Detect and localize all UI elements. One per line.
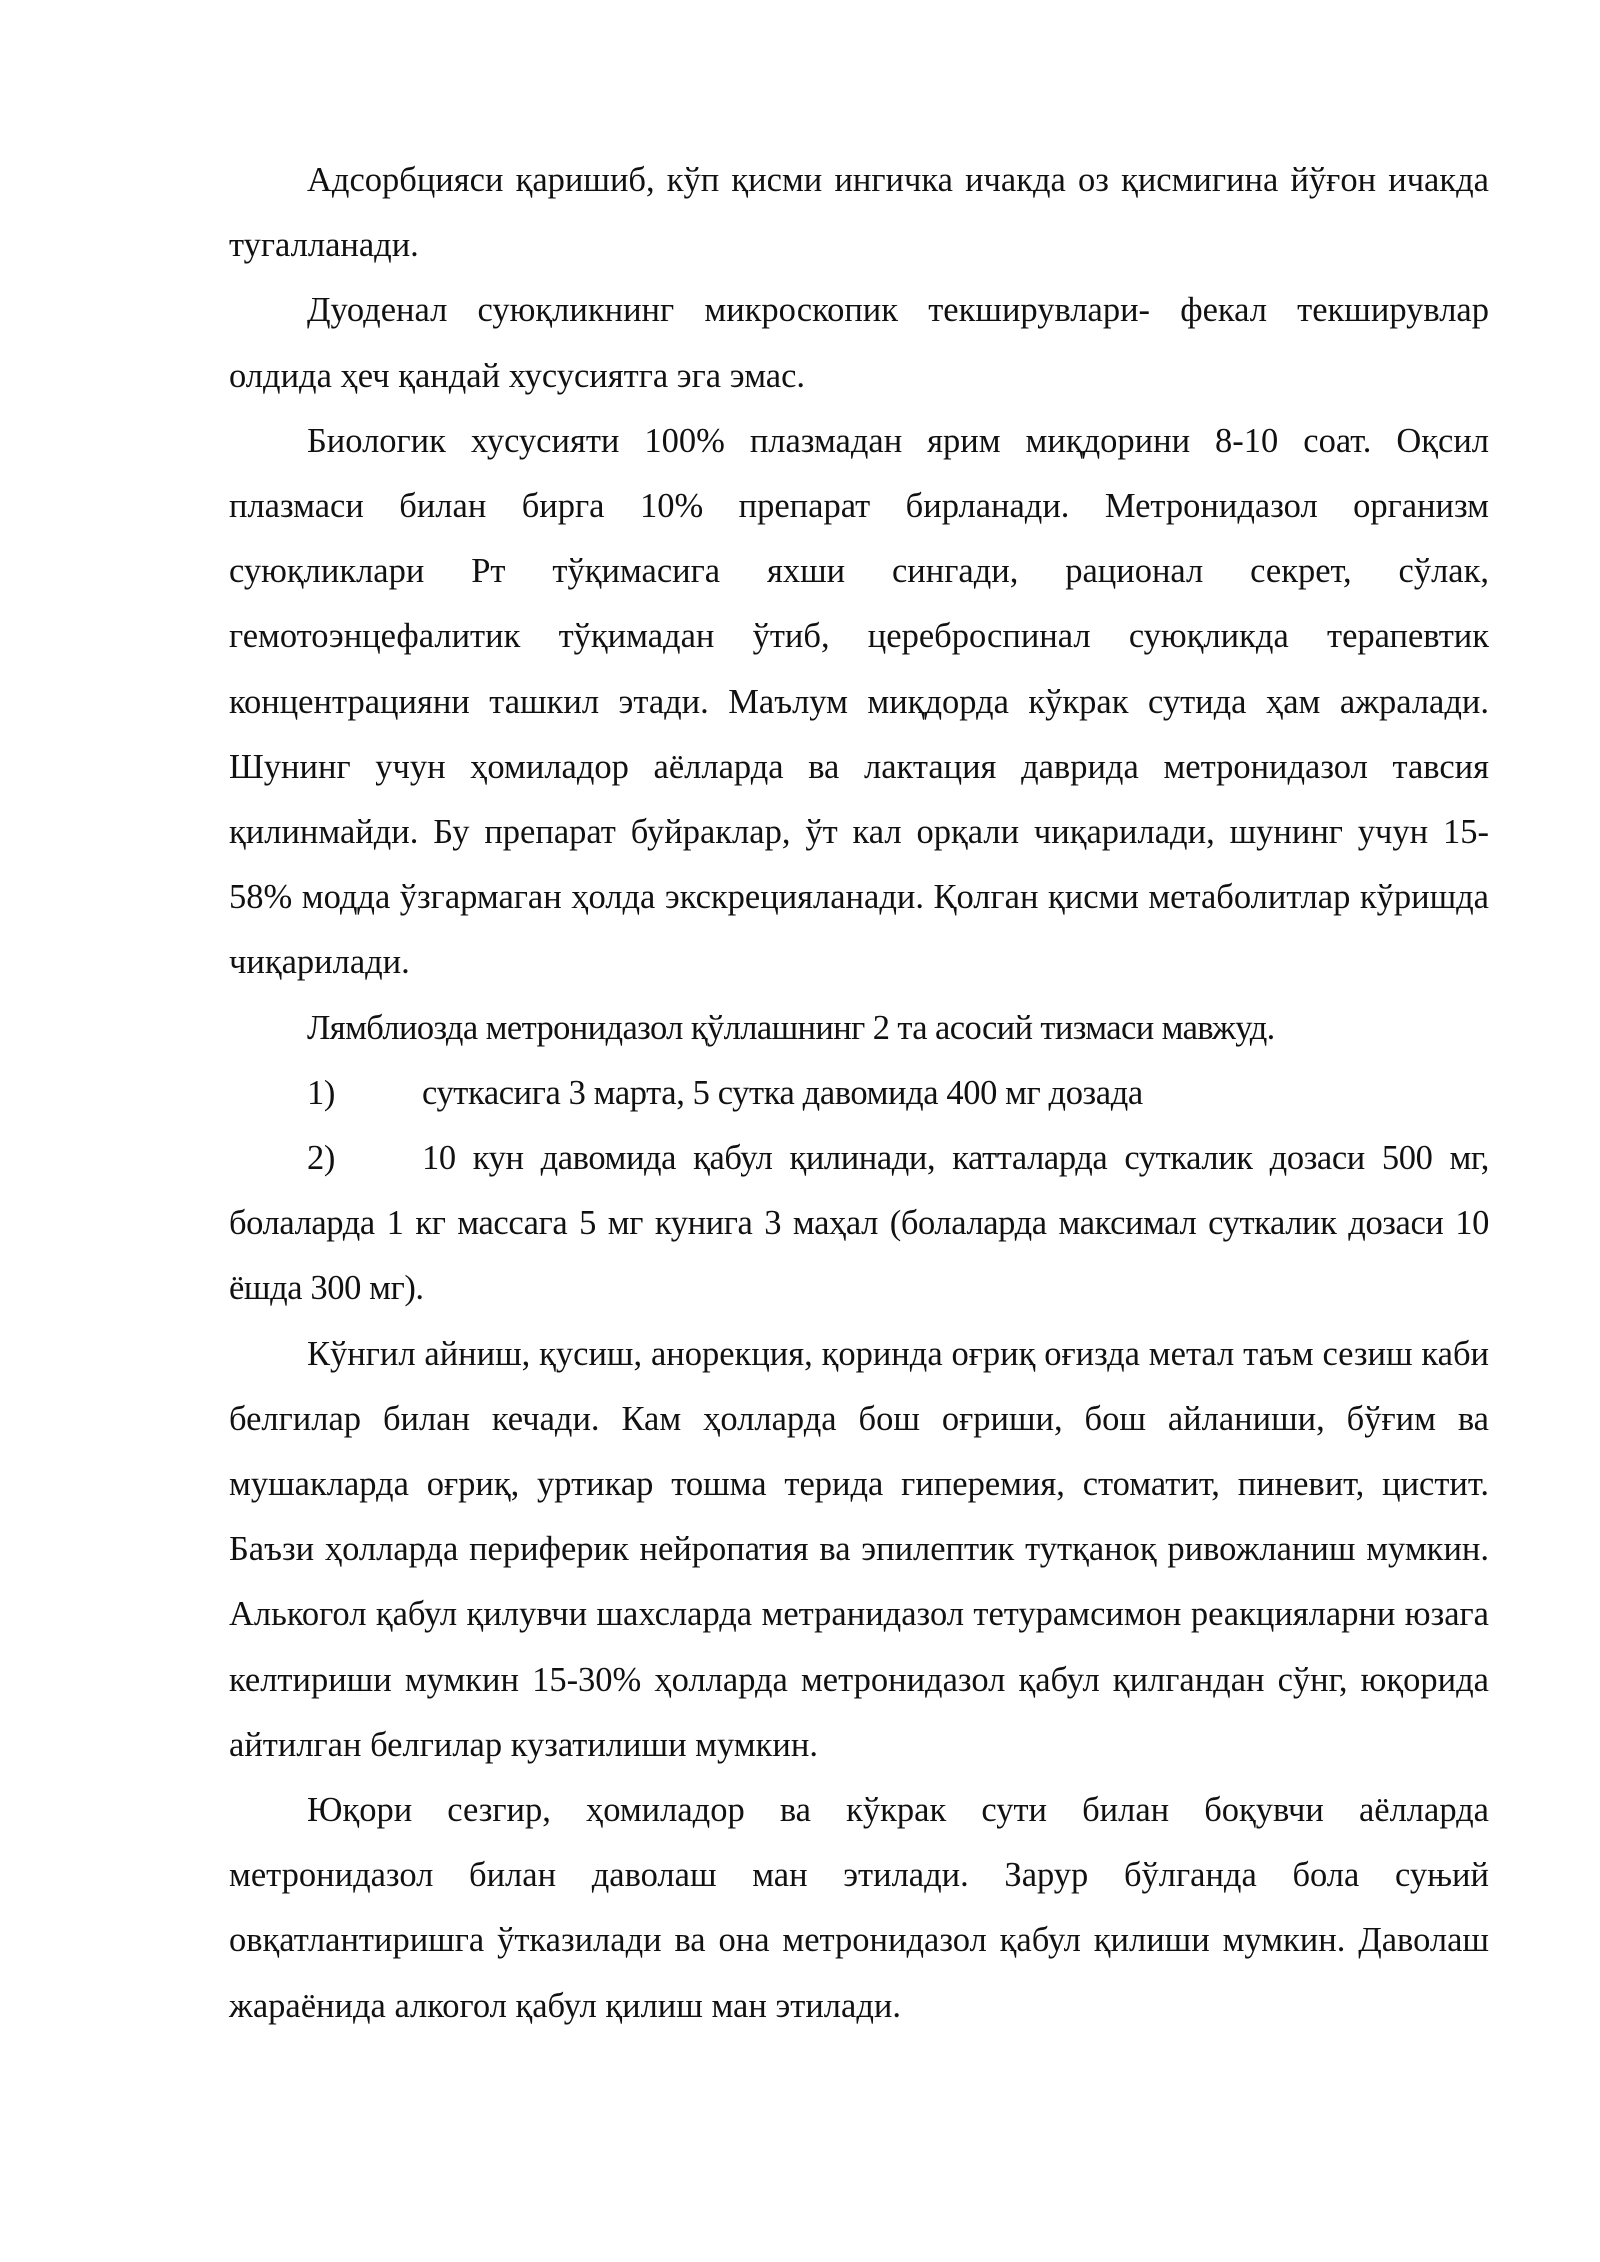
list-number: 2) <box>307 1139 335 1178</box>
list-item-text: суткасига 3 марта, 5 сутка давомида 400 мг дозада <box>422 1073 1143 1112</box>
document-page <box>229 148 1489 2039</box>
list-item-regimen-1 <box>229 1061 1489 1126</box>
paragraph-biological-properties: Биологик хусусияти 100% плазмадан ярим миқдорини 8-10 соат. Оқсил плазмаси билан бирга 10% препарат бирланади. Метронидазол организм суюқликлари Рт тўқимасига яхши сингади, рационал секрет, сўлак, гемотоэнцефалитик тўқимадан ўтиб, цереброспинал суюқликда терапевтик концентрацияни ташкил этади. Маълум миқдорда кўкрак сутида ҳам ажралади. Шунинг учун ҳомиладор аёлларда ва лактация даврида метронидазол тавсия қилинмайди. Бу препарат буйраклар, ўт кал орқали чиқарилади, шунинг учун 15-58% модда ўзгармаган ҳолда экскрецияланади. Қолган қисми метаболитлар кўришда чиқарилади. <box>229 421 1489 982</box>
paragraph-absorption: Адсорбцияси қаришиб, кўп қисми ингичка ичакда оз қисмигина йўғон ичакда тугалланади. <box>229 161 1489 265</box>
list-number: 1) <box>307 1073 335 1112</box>
paragraph-contraindications: Юқори сезгир, ҳомиладор ва кўкрак сути билан боқувчи аёлларда метронидазол билан даволаш ман этилади. Зарур бўлганда бола суњий овқатлантиришга ўтказилади ва она метронидазол қабул қилиши мумкин. Даволаш жараёнида алкогол қабул қилиш ман этилади. <box>229 1791 1489 2025</box>
list-item-text: 10 кун давомида қабул қилинади, катталарда суткалик дозаси 500 мг, болаларда 1 кг массага 5 мг кунига 3 маҳал (болаларда максимал суткалик дозаси 10 ёшда 300 мг). <box>229 1139 1489 1308</box>
paragraph-duodenal-fluid: Дуоденал суюқликнинг микроскопик текширувлари- фекал текширувлар олдида ҳеч қандай хусусиятга эга эмас. <box>229 291 1489 395</box>
list-item-regimen-2 <box>229 1126 1489 1322</box>
paragraph-side-effects: Кўнгил айниш, қусиш, анорекция, қоринда оғриқ оғизда метал таъм сезиш каби белгилар билан кечади. Кам ҳолларда бош оғриши, бош айланиши, бўғим ва мушакларда оғриқ, уртикар тошма терида гиперемия, стоматит, пиневит, цистит. Баъзи ҳолларда периферик нейропатия ва эпилептик тутқаноқ ривожланиш мумкин. Алькогол қабул қилувчи шахсларда метранидазол тетурамсимон реакцияларни юзага келтириши мумкин 15-30% ҳолларда метронидазол қабул қилгандан сўнг, юқорида айтилган белгилар кузатилиши мумкин. <box>229 1334 1489 1764</box>
paragraph-lambliosis-regimens: Лямблиозда метронидазол қўллашнинг 2 та асосий тизмаси мавжуд. <box>307 1008 1275 1047</box>
